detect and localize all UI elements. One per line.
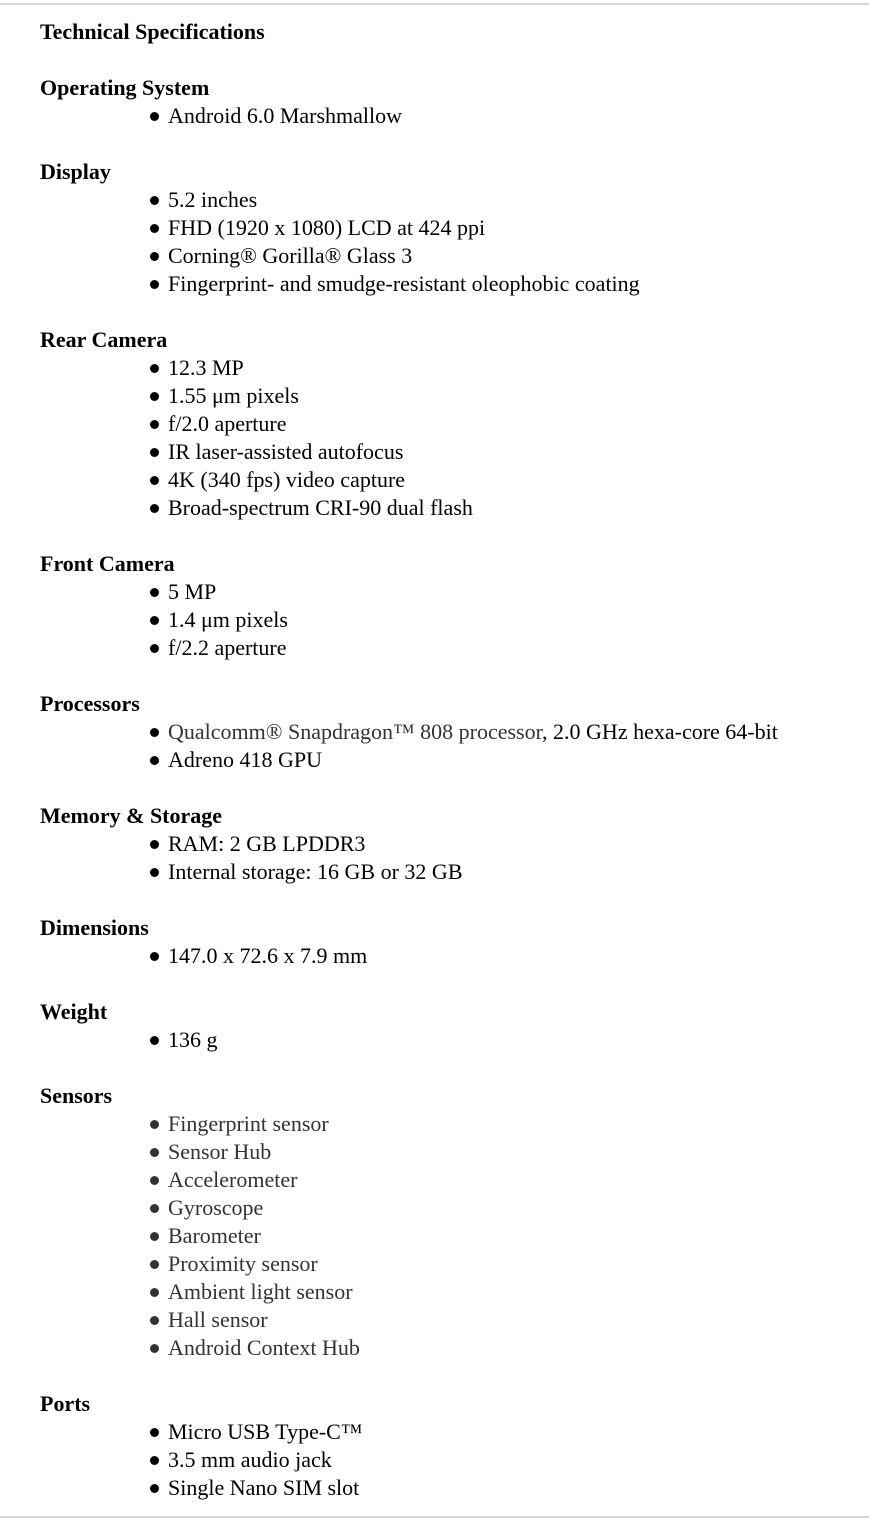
section-weight (40, 998, 869, 1054)
list-item: Android Context Hub (148, 1334, 869, 1362)
section-heading: Front Camera (40, 551, 175, 576)
spec-list (40, 942, 869, 970)
bullet-icon (150, 1036, 159, 1045)
section-heading: Memory & Storage (40, 803, 223, 828)
list-item: Single Nano SIM slot (148, 1474, 869, 1502)
section-operating-system (40, 74, 869, 130)
list-item: Android 6.0 Marshmallow (148, 102, 869, 130)
spec-list (40, 102, 869, 130)
spec-list (40, 1026, 869, 1054)
bullet-icon (150, 476, 159, 485)
bullet-icon (150, 728, 159, 737)
bullet-icon (150, 1260, 159, 1269)
section-heading: Sensors (40, 1083, 113, 1108)
section-display (40, 158, 869, 298)
bullet-icon (150, 868, 159, 877)
bullet-icon (150, 1316, 159, 1325)
spec-list (40, 1418, 869, 1502)
bullet-icon (150, 280, 159, 289)
page-title: Technical Specifications (40, 19, 265, 44)
section-heading: Weight (40, 999, 108, 1024)
list-item: Qualcomm® Snapdragon™ 808 processor, 2.0 GHz hexa-core 64-bit (148, 718, 869, 746)
bullet-icon (150, 364, 159, 373)
bullet-icon (150, 448, 159, 457)
list-item: 12.3 MP (148, 354, 869, 382)
list-item: Fingerprint- and smudge-resistant oleophobic coating (148, 270, 869, 298)
section-heading: Ports (40, 1391, 91, 1416)
list-item: 1.55 μm pixels (148, 382, 869, 410)
section-dimensions (40, 914, 869, 970)
list-item: f/2.0 aperture (148, 410, 869, 438)
list-item: Hall sensor (148, 1306, 869, 1334)
list-item: Adreno 418 GPU (148, 746, 869, 774)
bullet-icon (150, 1484, 159, 1493)
bullet-icon (150, 252, 159, 261)
list-item: 1.4 μm pixels (148, 606, 869, 634)
list-item: Sensor Hub (148, 1138, 869, 1166)
section-processors (40, 690, 869, 774)
bullet-icon (150, 224, 159, 233)
list-item: 5.2 inches (148, 186, 869, 214)
section-rear-camera (40, 326, 869, 522)
list-item: 147.0 x 72.6 x 7.9 mm (148, 942, 869, 970)
spec-list (40, 830, 869, 886)
list-item: Fingerprint sensor (148, 1110, 869, 1138)
section-heading: Rear Camera (40, 327, 168, 352)
bullet-icon (150, 1288, 159, 1297)
list-item: Micro USB Type-C™ (148, 1418, 869, 1446)
list-item: IR laser-assisted autofocus (148, 438, 869, 466)
bullet-icon (150, 588, 159, 597)
bullet-icon (150, 1120, 159, 1129)
list-item: f/2.2 aperture (148, 634, 869, 662)
list-item: Proximity sensor (148, 1250, 869, 1278)
spec-list (40, 186, 869, 298)
spec-list (40, 718, 869, 774)
spec-list (40, 354, 869, 522)
bottom-divider (0, 1516, 869, 1518)
section-memory-storage (40, 802, 869, 886)
bullet-icon (150, 1456, 159, 1465)
list-item: Corning® Gorilla® Glass 3 (148, 242, 869, 270)
list-item: 4K (340 fps) video capture (148, 466, 869, 494)
list-item: Internal storage: 16 GB or 32 GB (148, 858, 869, 886)
list-item: 136 g (148, 1026, 869, 1054)
list-item: Gyroscope (148, 1194, 869, 1222)
list-item: RAM: 2 GB LPDDR3 (148, 830, 869, 858)
bullet-icon (150, 1176, 159, 1185)
bullet-icon (150, 1232, 159, 1241)
section-ports (40, 1390, 869, 1502)
section-heading: Display (40, 159, 111, 184)
bullet-icon (150, 420, 159, 429)
bullet-icon (150, 616, 159, 625)
bullet-icon (150, 644, 159, 653)
list-item: Broad-spectrum CRI-90 dual flash (148, 494, 869, 522)
bullet-icon (150, 1204, 159, 1213)
spec-list (40, 1110, 869, 1362)
bullet-icon (150, 504, 159, 513)
bullet-icon (150, 952, 159, 961)
bullet-icon (150, 840, 159, 849)
section-heading: Processors (40, 691, 140, 716)
bullet-icon (150, 1428, 159, 1437)
section-front-camera (40, 550, 869, 662)
list-item: 5 MP (148, 578, 869, 606)
bullet-icon (150, 112, 159, 121)
section-sensors (40, 1082, 869, 1362)
bullet-icon (150, 1148, 159, 1157)
list-item: FHD (1920 x 1080) LCD at 424 ppi (148, 214, 869, 242)
bullet-icon (150, 196, 159, 205)
list-item: Ambient light sensor (148, 1278, 869, 1306)
section-heading: Operating System (40, 75, 210, 100)
list-item: Barometer (148, 1222, 869, 1250)
list-item: 3.5 mm audio jack (148, 1446, 869, 1474)
bullet-icon (150, 756, 159, 765)
spec-list (40, 578, 869, 662)
bullet-icon (150, 1344, 159, 1353)
list-item: Accelerometer (148, 1166, 869, 1194)
section-heading: Dimensions (40, 915, 149, 940)
bullet-icon (150, 392, 159, 401)
